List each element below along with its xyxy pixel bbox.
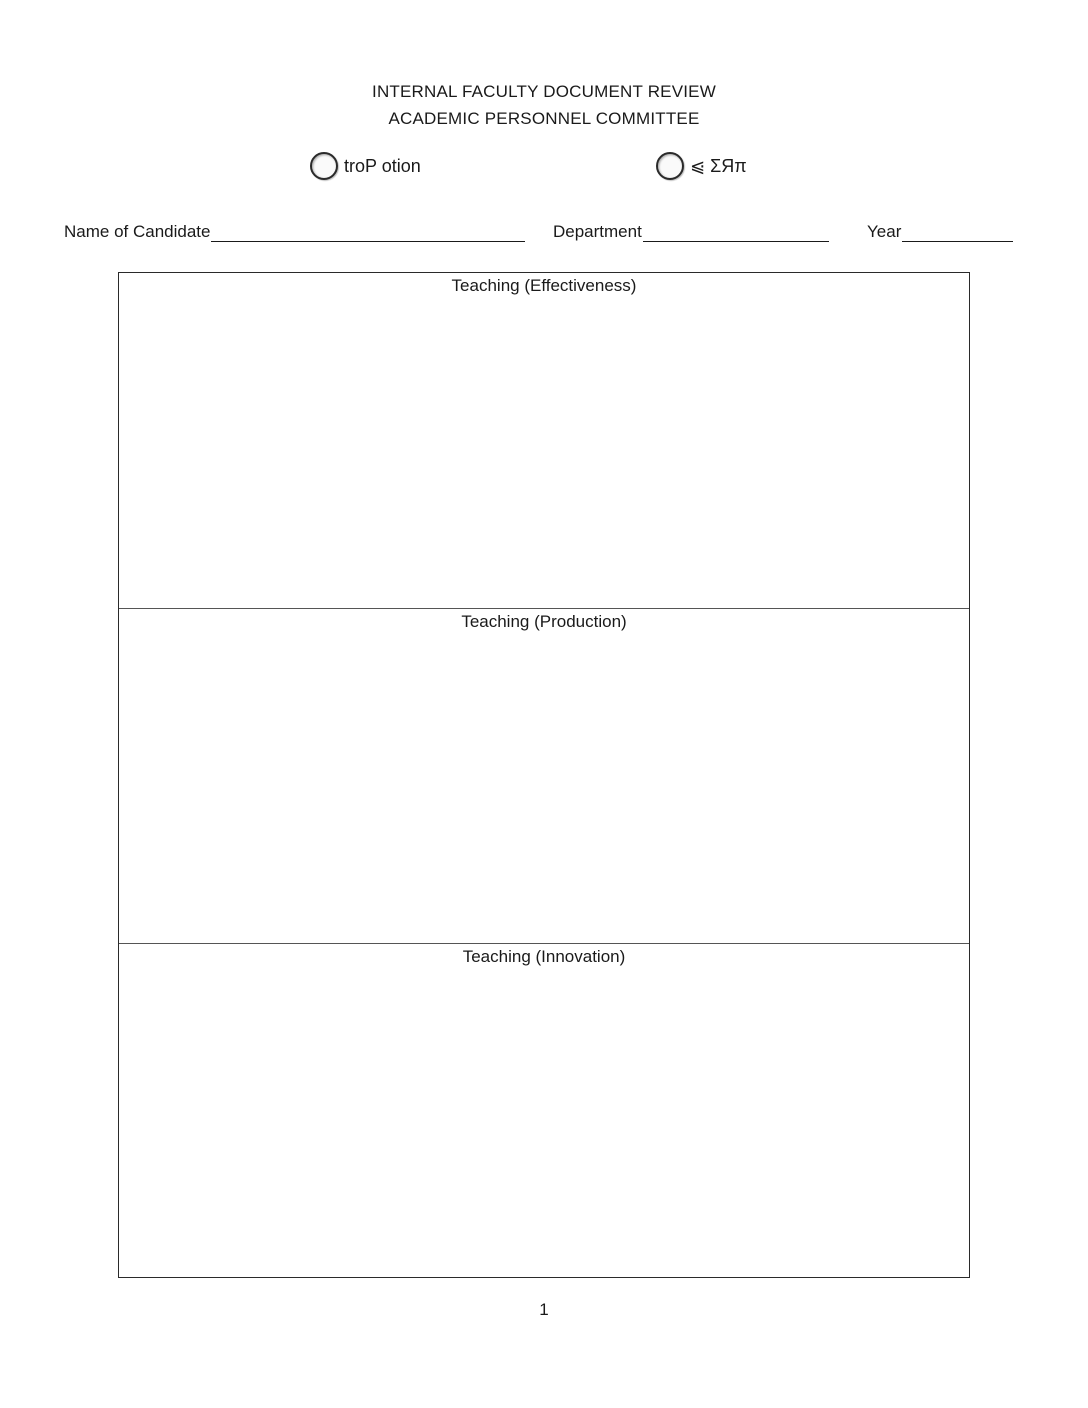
candidate-name-field[interactable] (64, 218, 525, 242)
department-blank[interactable] (643, 221, 829, 242)
form-subtitle: ACADEMIC PERSONNEL COMMITTEE (388, 109, 700, 128)
section-teaching-innovation (119, 943, 969, 1278)
promotion-option[interactable] (310, 149, 421, 183)
form-title: INTERNAL FACULTY DOCUMENT REVIEW (372, 82, 716, 101)
section-title: Teaching (Effectiveness) (451, 276, 637, 295)
second-option[interactable] (656, 149, 747, 183)
candidate-info-row (0, 218, 1088, 244)
second-option-label: ⩿ ΣЯπ (690, 155, 747, 176)
radio-circle-icon[interactable] (656, 152, 684, 180)
section-title: Teaching (Production) (461, 612, 627, 631)
promotion-option-label: troP otion (344, 155, 421, 176)
department-label: Department (553, 222, 642, 241)
comment-area[interactable] (125, 639, 963, 937)
department-field[interactable] (553, 218, 829, 242)
comment-area[interactable] (125, 974, 963, 1272)
comment-area[interactable] (125, 303, 963, 602)
section-title: Teaching (Innovation) (462, 947, 626, 966)
section-teaching-production (119, 608, 969, 943)
candidate-name-blank[interactable] (211, 221, 525, 242)
review-table (118, 272, 970, 1278)
candidate-name-label: Name of Candidate (64, 222, 211, 241)
section-teaching-effectiveness (119, 273, 969, 608)
year-label: Year (867, 222, 902, 241)
year-field[interactable] (867, 218, 1013, 242)
year-blank[interactable] (902, 221, 1013, 242)
page-number: 1 (539, 1300, 549, 1319)
radio-circle-icon[interactable] (310, 152, 338, 180)
